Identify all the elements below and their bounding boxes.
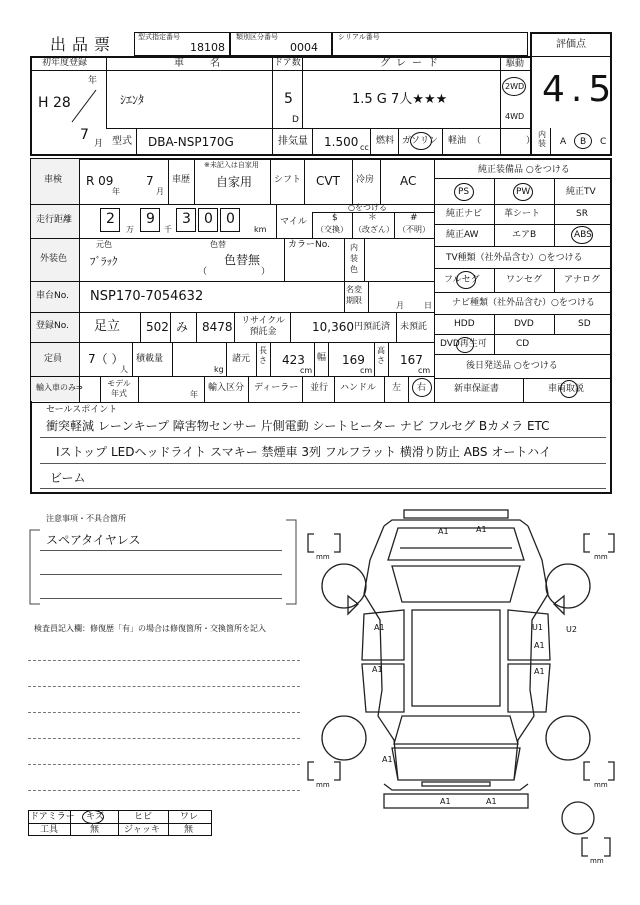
mileage-digit-4-text: 0 [204, 211, 213, 227]
capacity: 7（ ） [88, 352, 124, 366]
car-name-label: 車 名 [174, 58, 228, 69]
fuel-gasoline: ガソリン [402, 136, 439, 146]
mm-label: mm [594, 553, 608, 561]
first-reg-label: 初年度登録 [42, 58, 88, 68]
mileage-circle-label: ○をつける [348, 203, 387, 212]
mileage-sen: 千 [164, 225, 172, 234]
shift-label: シフト [274, 175, 302, 185]
reg-num: 8478 [202, 320, 233, 334]
inspection-month: 7 [146, 174, 154, 188]
equip-pw: PW [516, 187, 531, 197]
sales-point-line-2: Iストップ LEDヘッドライト スマキー 禁煙車 3列 フルフラット 横滑り防止 ABS オートハイ [56, 445, 552, 459]
doors-sub: D [292, 115, 299, 125]
inspection-year: R 09 [86, 174, 114, 188]
interior-c: C [600, 137, 607, 147]
reg-kana: み [176, 320, 189, 334]
mileage-dollar: $ [332, 213, 338, 223]
mirror-value: キズ [86, 812, 104, 822]
crack-label: ヒビ [134, 812, 153, 822]
model-cert-value: 18108 [190, 41, 225, 54]
inspector-label: 検査員記入欄：修復歴「有」の場合は修復箇所・交換箇所を記入 [34, 624, 266, 633]
later-manual: 車両取説 [548, 384, 585, 394]
width-unit: cm [360, 366, 373, 375]
history: 自家用 [216, 175, 253, 189]
sales-points-label: セールスポイント [46, 405, 118, 415]
length-label: 長さ [259, 346, 267, 365]
damage-mark: U2 [566, 625, 577, 634]
inspection-label: 車検 [44, 175, 63, 185]
sales-point-line-1: 衝突軽減 レーンキープ 障害物センサー 片側電動 シートヒーター ナビ フルセグ Bカメラ ETC [46, 419, 550, 433]
width-label: 幅 [317, 353, 327, 363]
mile-label: マイル [280, 217, 307, 227]
mileage-km: km [254, 225, 267, 234]
damage-mark: A1 [476, 525, 487, 534]
first-reg-month-unit: 月 [94, 139, 104, 149]
nav-dvd: DVD [514, 319, 534, 329]
reg-label: 登録No. [36, 321, 69, 331]
parallel: 並行 [310, 383, 329, 393]
page-title: 出品票 [50, 35, 117, 54]
name-change-day: 日 [424, 301, 432, 310]
nav-sd: SD [578, 319, 591, 329]
drive-label: 駆動 [506, 59, 525, 69]
caution-label: 注意事項・不具合箇所 [46, 514, 126, 523]
damage-mark: A1 [372, 665, 383, 674]
score-label: 評価点 [556, 39, 586, 50]
grade: 1.5 G 7人★★★ [352, 92, 448, 107]
score-value: 4.5 [542, 69, 618, 110]
history-label: 車歴 [172, 175, 191, 185]
length: 423 [282, 353, 305, 367]
interior-b: B [580, 137, 587, 147]
recycle-value: 10,360 [312, 320, 354, 334]
nav-cd: CD [516, 339, 530, 349]
equip-nav: 純正ナビ [446, 209, 483, 219]
model: DBA-NSP170G [148, 135, 234, 149]
ac-label: 冷房 [356, 175, 375, 185]
capacity-unit: 人 [120, 365, 128, 374]
name-change-label: 名変期限 [346, 285, 362, 305]
first-reg-era: H 28 [38, 95, 71, 111]
inspection-month-unit: 月 [156, 187, 164, 196]
name-change-month: 月 [396, 301, 404, 310]
mm-label: mm [590, 857, 604, 865]
reg-area: 足立 [94, 319, 121, 334]
height-label: 高さ [377, 346, 385, 365]
handle-right: 右 [417, 383, 427, 393]
damage-mark: A1 [534, 641, 545, 650]
serial-label: シリアル番号 [338, 33, 380, 41]
equip-ps: PS [458, 187, 470, 197]
displacement-label: 排気量 [278, 136, 308, 147]
height-unit: cm [418, 366, 431, 375]
height: 167 [400, 353, 423, 367]
dealer: ディーラー [254, 383, 299, 393]
tools-label: 工具 [40, 825, 59, 835]
reg-class: 502 [146, 320, 169, 334]
ac: AC [400, 174, 417, 188]
tv-oneseg: ワンセグ [506, 275, 543, 285]
first-reg-month: 7 [80, 127, 89, 143]
orig-color-label: 元色 [96, 240, 112, 249]
damage-mark: A1 [534, 667, 545, 676]
damage-mark: A1 [440, 797, 451, 806]
model-year-label: モデル年式 [107, 379, 131, 398]
drive-4wd: 4WD [505, 112, 525, 121]
recycle-deposited: 円預託済 [354, 322, 391, 332]
damage-mark: A1 [374, 623, 385, 632]
equip-tv: 純正TV [566, 187, 596, 197]
color-no-label: カラーNo. [288, 240, 330, 250]
displacement: 1.500 [324, 135, 359, 149]
nav-dvd-play: DVD再生可 [440, 339, 487, 349]
mileage-star-sub: （改ざん） [354, 225, 394, 234]
mm-label: mm [316, 553, 330, 561]
damage-mark: A1 [382, 755, 393, 764]
mirror-label: ドアミラー [30, 812, 75, 822]
shift: CVT [316, 174, 340, 188]
interior-a: A [560, 137, 567, 147]
damage-mark: A1 [486, 797, 497, 806]
mileage-hash: # [410, 213, 418, 223]
class-value: 0004 [290, 41, 318, 54]
later-warranty: 新車保証書 [454, 384, 500, 394]
later-header: 後日発送品 ○をつける [466, 361, 558, 371]
mileage-digit-1-text: 2 [106, 211, 115, 227]
doors-label: ドア数 [274, 58, 301, 68]
repaint: 色替無 [224, 253, 261, 267]
sales-point-line-3: ビーム [50, 471, 86, 485]
model-cert-label: 型式指定番号 [138, 33, 180, 41]
model-year-unit: 年 [190, 390, 198, 399]
mm-label: mm [316, 781, 330, 789]
mileage-digit-5-text: 0 [226, 211, 235, 227]
equip-leather: 革シート [504, 209, 541, 219]
mileage-hash-sub: （不明） [398, 225, 430, 234]
load-label: 積載量 [136, 354, 164, 364]
jack-value: 無 [184, 825, 194, 835]
handle-left: 左 [392, 383, 402, 393]
inspection-note: ※未記入は自家用 [204, 161, 259, 169]
dims-label: 諸元 [232, 354, 251, 364]
tv-analog: アナログ [564, 275, 601, 285]
mileage-label: 走行距離 [36, 215, 73, 225]
orig-color: ﾌﾞﾗｯｸ [90, 255, 118, 268]
load-unit: kg [214, 365, 224, 374]
tv-header: TV種類（社外品含む）○をつける [446, 253, 583, 263]
inspection-year-unit: 年 [112, 187, 120, 196]
damage-mark: A1 [438, 527, 449, 536]
equip-airbag: エアB [512, 230, 537, 240]
color-label: 外装色 [40, 254, 68, 264]
recycle-label: リサイクル預託金 [241, 316, 285, 337]
damage-mark: U1 [532, 623, 543, 632]
fuel-paren: （ ） [472, 136, 536, 146]
tools-value: 無 [90, 825, 100, 835]
import-label: 輸入車のみ⇒ [36, 383, 83, 392]
chassis-label: 車台No. [36, 291, 69, 301]
mileage-digit-2-text: 9 [146, 211, 155, 227]
break-label: ワレ [180, 812, 199, 822]
doors: 5 [284, 91, 293, 107]
repaint-paren: （ ） [198, 267, 271, 277]
repaint-label: 色替 [210, 240, 226, 249]
mileage-man: 万 [126, 225, 134, 234]
displacement-unit: cc [360, 143, 369, 152]
car-name: ｼｴﾝﾀ [120, 93, 145, 107]
nav-header: ナビ種類（社外品含む）○をつける [452, 298, 595, 308]
equip-aw: 純正AW [446, 230, 479, 240]
equip-abs: ABS [574, 230, 592, 240]
mileage-star: ＊ [368, 213, 378, 223]
fuel-label: 燃料 [376, 136, 395, 146]
capacity-label: 定員 [44, 354, 63, 364]
tv-fullseg: フルセグ [444, 275, 480, 285]
first-reg-year-unit: 年 [88, 76, 98, 86]
recycle-not: 未預託 [400, 322, 428, 332]
width: 169 [342, 353, 365, 367]
nav-hdd: HDD [454, 319, 475, 329]
import-class-label: 輸入区分 [208, 383, 245, 393]
drive-2wd: 2WD [505, 82, 525, 91]
mm-label: mm [594, 781, 608, 789]
interior-color-label: 内装色 [350, 243, 358, 274]
mileage-digit-3-text: 3 [182, 211, 191, 227]
handle-label: ハンドル [340, 383, 377, 393]
chassis: NSP170-7054632 [90, 289, 204, 304]
class-label: 類別区分番号 [236, 33, 278, 41]
grade-label: グレード [380, 58, 444, 69]
model-label: 型式 [112, 136, 132, 147]
mileage-dollar-sub: （交換） [316, 225, 348, 234]
fuel-diesel: 軽油 [448, 136, 467, 146]
jack-label: ジャッキ [124, 825, 160, 835]
interior-label: 内装 [538, 130, 546, 148]
equipment-header: 純正装備品 ○をつける [478, 165, 570, 175]
equip-sr: SR [576, 209, 588, 219]
caution-text: スペアタイヤレス [46, 533, 141, 547]
length-unit: cm [300, 366, 313, 375]
